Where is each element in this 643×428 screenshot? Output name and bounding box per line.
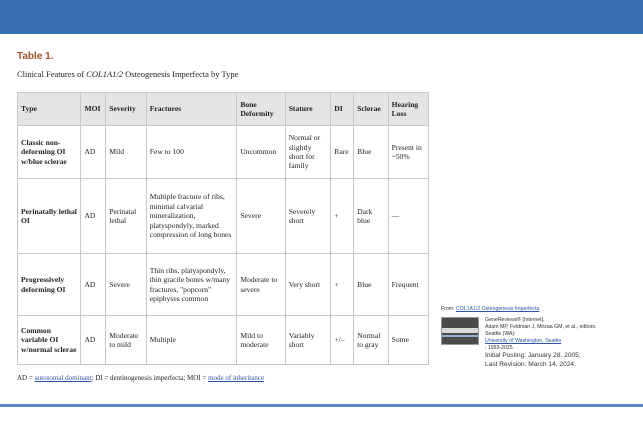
last-revision: Last Revision: March 14, 2024.	[485, 360, 576, 368]
cell-type: Perinatally lethal OI	[18, 179, 81, 254]
citation-row	[441, 317, 636, 370]
from-label: From:	[441, 306, 456, 312]
cell-bone-deformity: Mild to moderate	[237, 316, 285, 365]
cell-fractures: Multiple	[146, 316, 237, 365]
table-footnote	[17, 374, 264, 382]
header-stature: Stature	[285, 93, 331, 126]
cell-fractures: Few to 100	[146, 126, 237, 179]
cell-bone-deformity: Moderate to severe	[237, 254, 285, 316]
header-severity: Severity	[106, 93, 146, 126]
cell-severity: Perinatal lethal	[106, 179, 146, 254]
header-hearing-loss: Hearing Loss	[388, 93, 428, 126]
cell-sclerae: Dark blue	[354, 179, 389, 254]
header-di: DI	[331, 93, 354, 126]
cell-fractures: Thin ribs, platyspondyly, thin gracile bones w/many fractures, "popcorn" epiphyses common	[146, 254, 237, 316]
cell-stature: Variably short	[285, 316, 331, 365]
caption-gene: COL1A1/2	[86, 69, 124, 79]
cell-severity: Severe	[106, 254, 146, 316]
footnote-ad-abbr: AD =	[17, 374, 35, 382]
cell-fractures: Multiple fracture of ribs, minimal calvarial mineralization, platyspondyly, marked compression of long bones	[146, 179, 237, 254]
cell-hearing-loss: Present in ~50%	[388, 126, 428, 179]
cell-moi: AD	[81, 126, 106, 179]
source-citation	[441, 306, 636, 370]
header-fractures: Fractures	[146, 93, 237, 126]
citation-line3	[485, 331, 596, 352]
university-link[interactable]: University of Washington, Seattle	[485, 338, 562, 345]
cell-hearing-loss: Frequent	[388, 254, 428, 316]
header-sclerae: Sclerae	[354, 93, 389, 126]
citation-line2: Adam MP, Feldman J, Mirzaa GM, et al., editors.	[485, 324, 597, 331]
caption-prefix: Clinical Features of	[17, 69, 87, 79]
header-bone-deformity: Bone Deformity	[237, 93, 285, 126]
source-from	[441, 306, 636, 312]
table-row	[18, 179, 429, 254]
cell-sclerae: Blue	[354, 254, 389, 316]
cell-moi: AD	[81, 254, 106, 316]
cell-hearing-loss: Some	[388, 316, 428, 365]
cell-type: Common variable OI w/normal sclerae	[18, 316, 81, 365]
caption-suffix: Osteogenesis Imperfecta by Type	[123, 69, 239, 79]
table-row	[18, 254, 429, 316]
table-title: Table 1.	[17, 51, 54, 62]
cell-moi: AD	[81, 179, 106, 254]
citation-line1: GeneReviews® [Internet].	[485, 317, 545, 323]
cell-hearing-loss: —	[388, 179, 428, 254]
genereviews-cover-thumbnail[interactable]	[441, 317, 479, 345]
cell-bone-deformity: Uncommon	[237, 126, 285, 179]
cell-bone-deformity: Severe	[237, 179, 285, 254]
header-type: Type	[18, 93, 81, 126]
footer-divider	[0, 404, 643, 407]
table-row	[18, 126, 429, 179]
cell-di: +	[331, 179, 354, 254]
cell-sclerae: Normal to gray	[354, 316, 389, 365]
line3-prefix: Seattle (WA):	[485, 331, 516, 338]
table-caption	[17, 69, 238, 79]
source-chapter-link[interactable]: COL1A1/2 Osteogenesis Imperfecta	[456, 306, 540, 312]
autosomal-dominant-link[interactable]: autosomal dominant	[34, 374, 92, 382]
cell-moi: AD	[81, 316, 106, 365]
header-bar	[0, 0, 643, 34]
cell-di: Rare	[331, 126, 354, 179]
line3-suffix: ; 1993-2025.	[485, 345, 515, 352]
cell-severity: Mild	[106, 126, 146, 179]
cell-stature: Severely short	[285, 179, 331, 254]
cell-sclerae: Blue	[354, 126, 389, 179]
footnote-di-text: ; DI = dentinogenesis imperfecta; MOI =	[91, 374, 209, 382]
table-row	[18, 316, 429, 365]
citation-info	[485, 317, 596, 370]
cell-type: Progressively deforming OI	[18, 254, 81, 316]
table-header-row	[18, 93, 429, 126]
cell-stature: Normal or slightly short for family	[285, 126, 331, 179]
clinical-features-table	[17, 92, 429, 365]
cell-type: Classic non-deforming OI w/blue sclerae	[18, 126, 81, 179]
mode-of-inheritance-link[interactable]: mode of inheritance	[208, 374, 265, 382]
header-moi: MOI	[81, 93, 106, 126]
cell-severity: Moderate to mild	[106, 316, 146, 365]
initial-posting: Initial Posting: January 28, 2005;	[485, 352, 581, 360]
cell-stature: Very short	[285, 254, 331, 316]
cell-di: +/–	[331, 316, 354, 365]
cell-di: +	[331, 254, 354, 316]
